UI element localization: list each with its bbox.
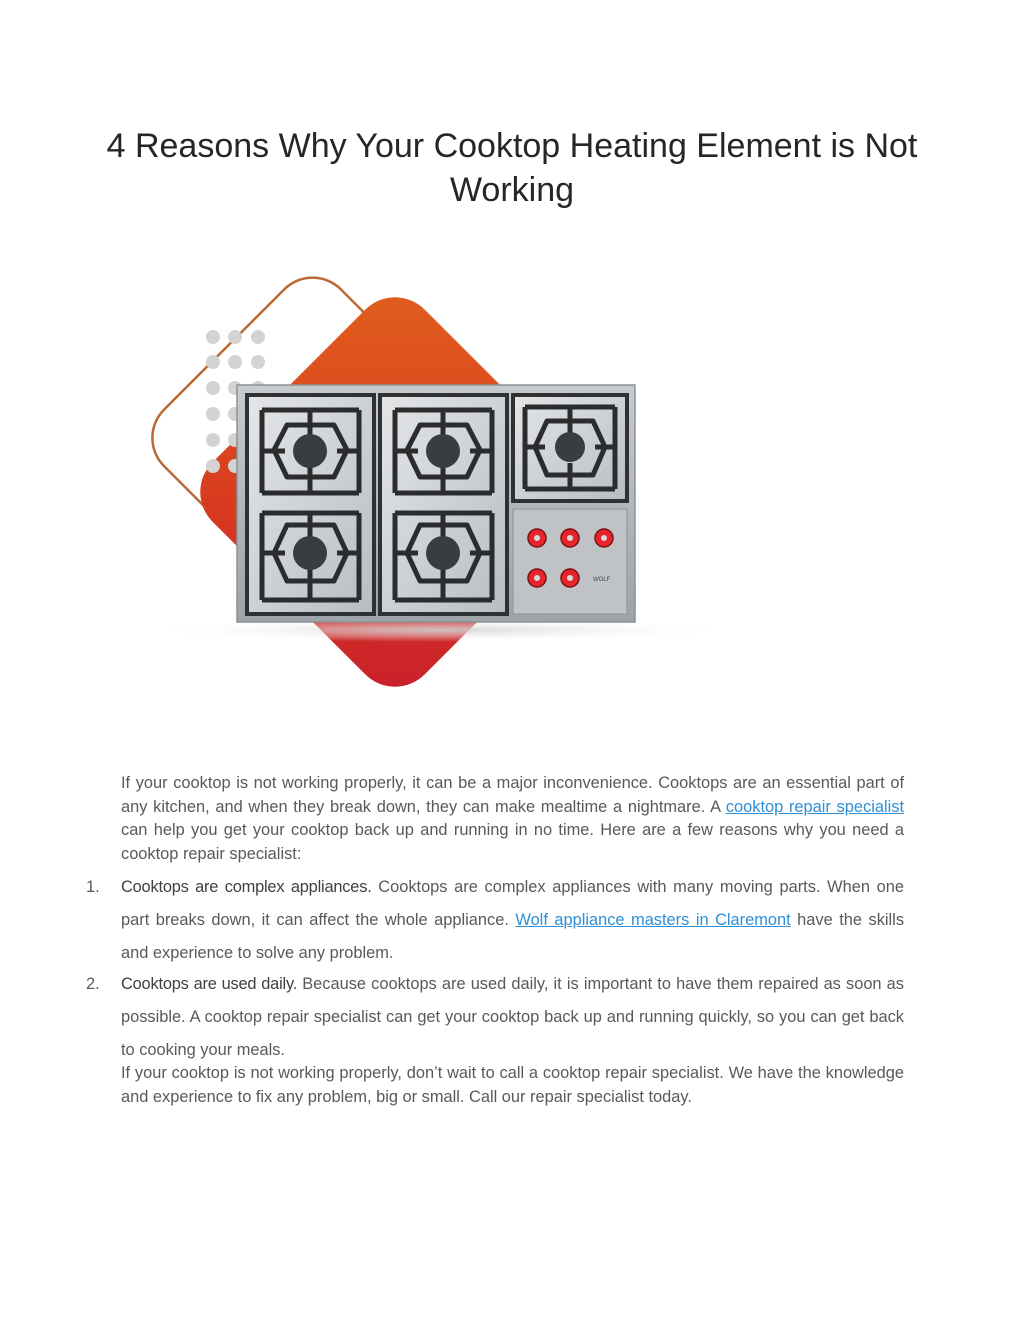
- reason-list-item: [86, 968, 904, 1067]
- reason-text: [121, 968, 904, 1067]
- intro-text-before-link: If your cooktop is not working properly, it can be a major inconvenience. Cooktops are an essential part of any kitchen, and when they break down, they can make mealtime a nightmare. A: [121, 774, 904, 816]
- closing-paragraph: If your cooktop is not working properly, don’t wait to call a cooktop repair specialist. We have the knowledge and experience to fix any problem, big or small. Call our repair specialist today.: [121, 1064, 904, 1106]
- reason-body-after-link: have the skills and experience to solve any problem.: [121, 911, 905, 962]
- intro-paragraph: [121, 772, 904, 866]
- wolf-appliance-masters-link[interactable]: Wolf appliance masters in Claremont: [515, 911, 791, 929]
- reason-lead: Cooktops are complex appliances.: [121, 878, 372, 896]
- reason-body: Because cooktops are used daily, it is important to have them repaired as soon as possible. A cooktop repair specialist can get your cooktop back up and running quickly, so you can get back to cooking your meals.: [121, 975, 904, 1059]
- cooktop-hero-image: [110, 232, 710, 732]
- cooktop: [237, 385, 635, 622]
- intro-text-after-link: can help you get your cooktop back up and running in no time. Here are a few reasons why you need a cooktop repair specialist:: [121, 821, 904, 863]
- reason-lead: Cooktops are used daily.: [121, 975, 298, 993]
- cooktop-repair-specialist-link[interactable]: cooktop repair specialist: [725, 797, 904, 816]
- list-number: 1.: [86, 878, 100, 896]
- cooktop-illustration: [110, 232, 710, 732]
- reason-list-item: [86, 871, 904, 970]
- brand-badge: WOLF: [593, 577, 611, 583]
- page-title: 4 Reasons Why Your Cooktop Heating Element is Not Working: [106, 127, 918, 209]
- list-number: 2.: [86, 975, 100, 993]
- reason-body-before-link: Cooktops are complex appliances with many moving parts. When one part breaks down, it can affect the whole appliance.: [121, 878, 904, 929]
- reason-text: [121, 871, 904, 970]
